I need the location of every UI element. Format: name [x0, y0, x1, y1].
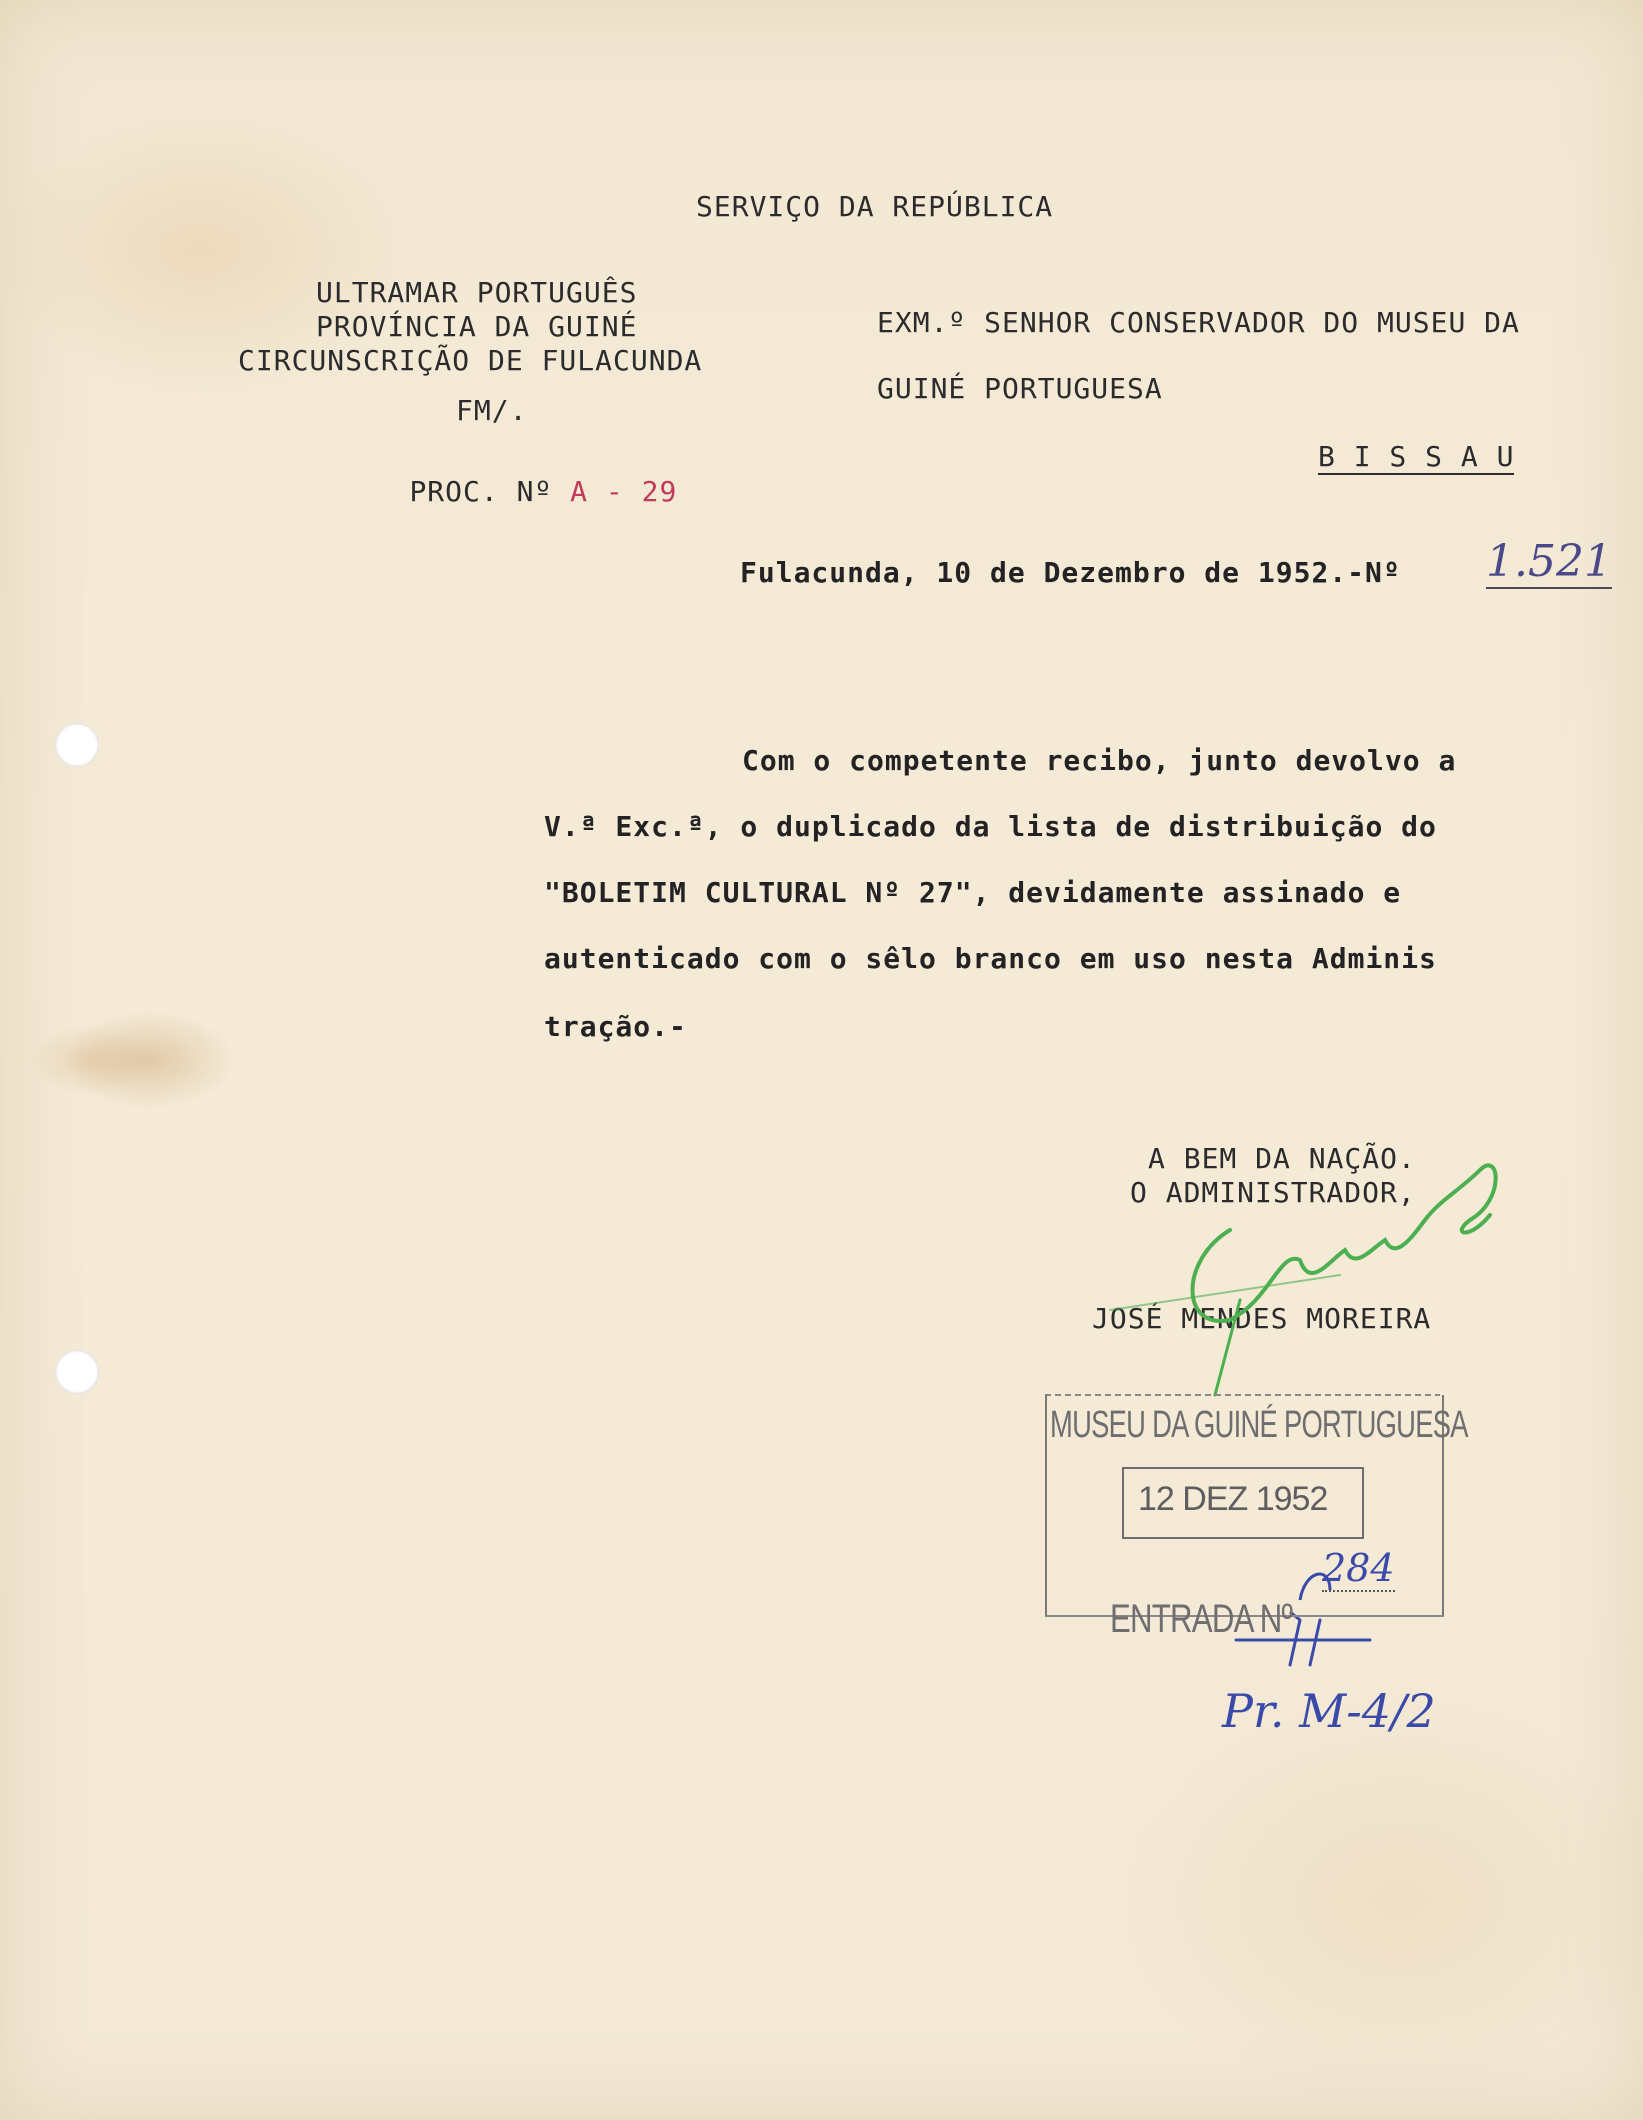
stamp-entry — [1070, 1552, 1344, 1687]
recipient-line-1: EXM.º SENHOR CONSERVADOR DO MUSEU DA — [877, 306, 1520, 339]
body-line-1: Com o competente recibo, junto devolvo a — [742, 744, 1457, 777]
stamp-entry-number: 284 — [1322, 1546, 1395, 1590]
body-line-4: autenticado com o sêlo branco em uso nesta Adminis — [544, 942, 1437, 975]
recipient-line-2: GUINÉ PORTUGUESA — [877, 372, 1163, 405]
handwritten-annotation: Pr. M-4/2 — [1222, 1684, 1436, 1738]
sender-ref: FM/. — [456, 394, 528, 427]
body-line-5: tração.- — [544, 1010, 687, 1043]
sender-line-1: ULTRAMAR PORTUGUÊS — [316, 276, 638, 309]
proc-number: A - 29 — [570, 475, 678, 508]
closing-line-2: O ADMINISTRADOR, — [1130, 1176, 1416, 1209]
proc-label: PROC. Nº — [409, 475, 553, 508]
dateline: Fulacunda, 10 de Dezembro de 1952.-Nº — [740, 556, 1401, 589]
sender-line-2: PROVÍNCIA DA GUINÉ — [316, 310, 638, 343]
recipient-city: B I S S A U — [1318, 440, 1515, 473]
stamp-date: 12 DEZ 1952 — [1138, 1480, 1328, 1518]
stamp-title: MUSEU DA GUINÉ PORTUGUESA — [1050, 1404, 1468, 1446]
body-line-2: V.ª Exc.ª, o duplicado da lista de distribuição do — [544, 810, 1437, 843]
sender-line-3: CIRCUNSCRIÇÃO DE FULACUNDA — [238, 344, 703, 377]
body-line-3: "BOLETIM CULTURAL Nº 27", devidamente assinado e — [544, 876, 1402, 909]
signatory-name: JOSÉ MENDES MOREIRA — [1092, 1302, 1432, 1335]
stamp-entry-label: ENTRADA Nº — [1110, 1597, 1293, 1641]
service-heading: SERVIÇO DA REPÚBLICA — [696, 190, 1054, 223]
handwritten-letter-number: 1.521 — [1486, 536, 1612, 587]
closing-line-1: A BEM DA NAÇÃO. — [1148, 1142, 1416, 1175]
